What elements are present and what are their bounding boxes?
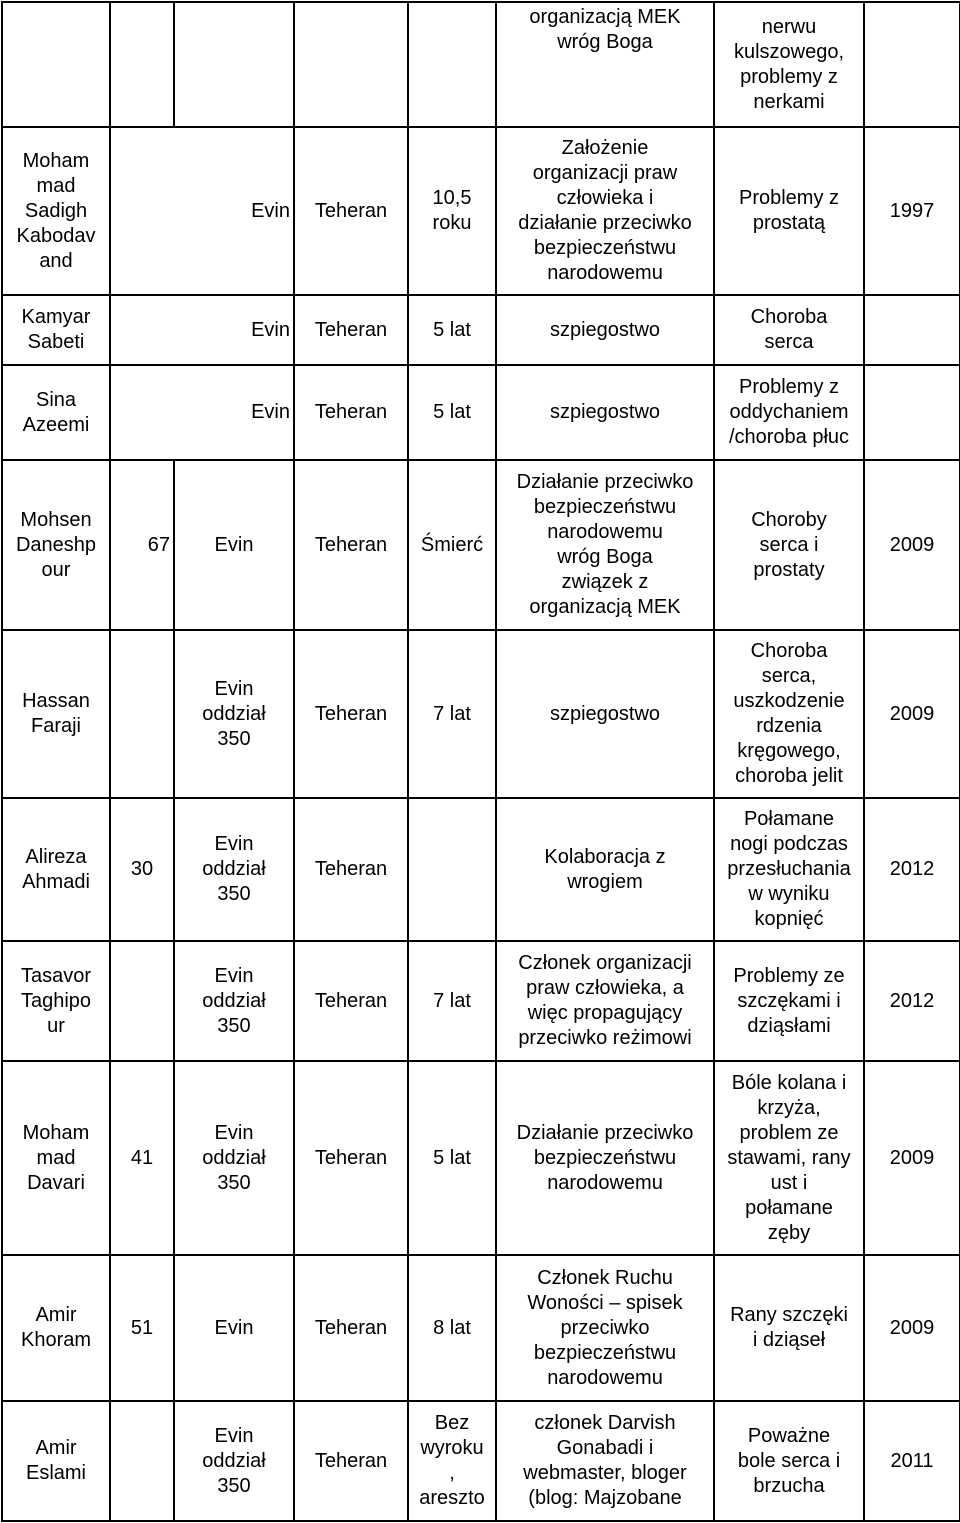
charge-cell: Działanie przeciwko bezpieczeństwu narodowemu [496, 1061, 714, 1255]
prison-cell: Evin oddział 350 [174, 630, 294, 798]
illness-cell: Poważne bole serca i brzucha [714, 1401, 864, 1521]
table-row [2, 295, 960, 365]
sentence-cell: 5 lat [408, 295, 496, 365]
name-cell: Sina Azeemi [2, 365, 110, 460]
city-cell: Teheran [294, 127, 408, 295]
sentence-cell: 7 lat [408, 941, 496, 1061]
illness-cell: Połamane nogi podczas przesłuchania w wyniku kopnięć [714, 798, 864, 941]
name-cell: Amir Khoram [2, 1255, 110, 1401]
illness-cell: Choroba serca, uszkodzenie rdzenia kręgowego, choroba jelit [714, 630, 864, 798]
table-row [2, 127, 960, 295]
city-cell: Teheran [294, 941, 408, 1061]
prison-cell: Evin [174, 1255, 294, 1401]
year-cell: 2009 [864, 1061, 960, 1255]
age-cell [110, 1401, 174, 1521]
charge-cell: szpiegostwo [496, 630, 714, 798]
age-cell: 51 [110, 1255, 174, 1401]
prison-cell: Evin oddział 350 [174, 1061, 294, 1255]
sentence-cell: 5 lat [408, 1061, 496, 1255]
prison-cell: Evin [110, 295, 294, 365]
illness-cell: nerwu kulszowego, problemy z nerkami [714, 2, 864, 127]
illness-cell: Problemy z oddychaniem /choroba płuc [714, 365, 864, 460]
year-cell: 2012 [864, 798, 960, 941]
table-row [2, 1401, 960, 1521]
year-cell: 1997 [864, 127, 960, 295]
illness-cell: Problemy ze szczękami i dziąsłami [714, 941, 864, 1061]
sentence-cell: 7 lat [408, 630, 496, 798]
year-cell: 2009 [864, 630, 960, 798]
prison-cell: Evin oddział 350 [174, 941, 294, 1061]
charge-cell: Kolaboracja z wrogiem [496, 798, 714, 941]
city-cell [294, 2, 408, 127]
year-cell [864, 295, 960, 365]
city-cell: Teheran [294, 365, 408, 460]
sentence-cell: Bez wyroku , areszto [408, 1401, 496, 1521]
table-row [2, 630, 960, 798]
name-cell [2, 2, 110, 127]
charge-cell: Członek Ruchu Woności – spisek przeciwko bezpieczeństwu narodowemu [496, 1255, 714, 1401]
charge-cell: organizacją MEK wróg Boga [496, 2, 714, 127]
city-cell: Teheran [294, 460, 408, 630]
prisoners-table [1, 1, 960, 1522]
prison-cell: Evin [110, 127, 294, 295]
table-row [2, 941, 960, 1061]
illness-cell: Bóle kolana i krzyża, problem ze stawami, rany ust i połamane zęby [714, 1061, 864, 1255]
name-cell: Amir Eslami [2, 1401, 110, 1521]
city-cell: Teheran [294, 295, 408, 365]
age-cell: 67 [110, 460, 174, 630]
age-cell: 41 [110, 1061, 174, 1255]
name-cell: Alireza Ahmadi [2, 798, 110, 941]
age-cell: 30 [110, 798, 174, 941]
charge-cell: Działanie przeciwko bezpieczeństwu narodowemu wróg Boga związek z organizacją MEK [496, 460, 714, 630]
illness-cell: Choroba serca [714, 295, 864, 365]
sentence-cell: 5 lat [408, 365, 496, 460]
year-cell [864, 365, 960, 460]
city-cell: Teheran [294, 1061, 408, 1255]
table-row [2, 1061, 960, 1255]
year-cell: 2009 [864, 1255, 960, 1401]
prison-cell [174, 2, 294, 127]
charge-cell: Założenie organizacji praw człowieka i działanie przeciwko bezpieczeństwu narodowemu [496, 127, 714, 295]
table-row [2, 365, 960, 460]
year-cell: 2012 [864, 941, 960, 1061]
city-cell: Teheran [294, 630, 408, 798]
year-cell: 2009 [864, 460, 960, 630]
age-cell [110, 941, 174, 1061]
charge-cell: członek Darvish Gonabadi i webmaster, bloger (blog: Majzobane [496, 1401, 714, 1521]
sentence-cell: 10,5 roku [408, 127, 496, 295]
prison-cell: Evin oddział 350 [174, 798, 294, 941]
illness-cell: Rany szczęki i dziąseł [714, 1255, 864, 1401]
charge-cell: szpiegostwo [496, 295, 714, 365]
sentence-cell [408, 798, 496, 941]
table-row [2, 2, 960, 127]
name-cell: Moham mad Davari [2, 1061, 110, 1255]
illness-cell: Choroby serca i prostaty [714, 460, 864, 630]
name-cell: Hassan Faraji [2, 630, 110, 798]
year-cell: 2011 [864, 1401, 960, 1521]
illness-cell: Problemy z prostatą [714, 127, 864, 295]
prison-cell: Evin oddział 350 [174, 1401, 294, 1521]
age-cell [110, 2, 174, 127]
name-cell: Moham mad Sadigh Kabodav and [2, 127, 110, 295]
sentence-cell: 8 lat [408, 1255, 496, 1401]
prison-cell: Evin [174, 460, 294, 630]
sentence-cell: Śmierć [408, 460, 496, 630]
city-cell: Teheran [294, 1401, 408, 1521]
age-cell [110, 630, 174, 798]
city-cell: Teheran [294, 1255, 408, 1401]
name-cell: Mohsen Daneshp our [2, 460, 110, 630]
table-row [2, 1255, 960, 1401]
sentence-cell [408, 2, 496, 127]
charge-cell: szpiegostwo [496, 365, 714, 460]
prison-cell: Evin [110, 365, 294, 460]
year-cell [864, 2, 960, 127]
city-cell: Teheran [294, 798, 408, 941]
table-row [2, 460, 960, 630]
name-cell: Kamyar Sabeti [2, 295, 110, 365]
name-cell: Tasavor Taghipo ur [2, 941, 110, 1061]
table-row [2, 798, 960, 941]
charge-cell: Członek organizacji praw człowieka, a więc propagujący przeciwko reżimowi [496, 941, 714, 1061]
